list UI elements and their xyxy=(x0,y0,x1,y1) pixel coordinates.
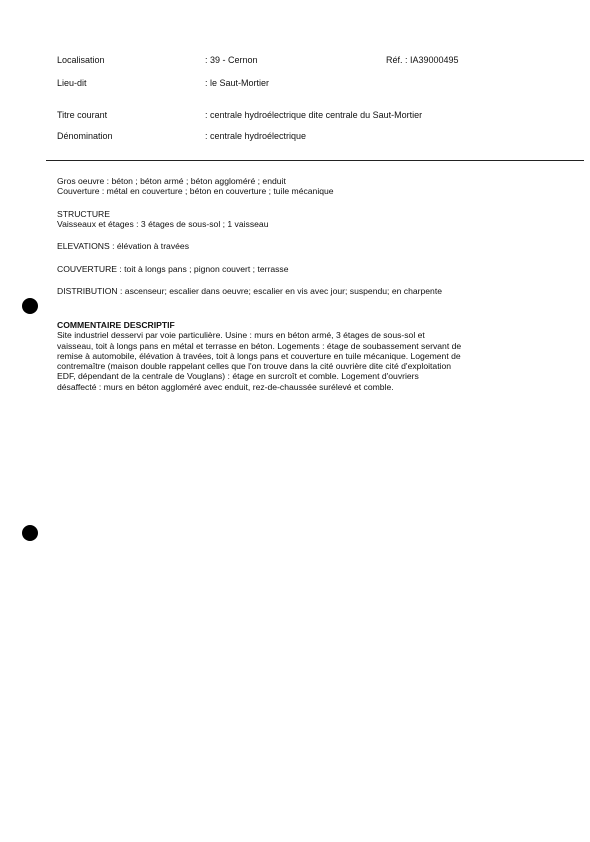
reference-number: Réf. : IA39000495 xyxy=(386,55,459,65)
elevations-line: ELEVATIONS : élévation à travées xyxy=(57,241,189,251)
localisation-label: Localisation xyxy=(57,55,105,65)
commentaire-block xyxy=(57,320,534,392)
commentaire-line: Site industriel desservi par voie particulière. Usine : murs en béton armé, 3 étages de sous-sol et xyxy=(57,330,425,341)
denomination-label: Dénomination xyxy=(57,131,113,141)
denomination-value: : centrale hydroélectrique xyxy=(205,131,307,141)
header-divider xyxy=(46,160,584,161)
couverture-line: COUVERTURE : toit à longs pans ; pignon couvert ; terrasse xyxy=(57,264,289,274)
commentaire-heading: COMMENTAIRE DESCRIPTIF xyxy=(57,320,175,330)
commentaire-line: contremaître (maison double rappelant celles que l'on trouve dans la cité ouvrière dite cité d'exploitation xyxy=(57,361,452,372)
commentaire-line: désaffecté : murs en béton aggloméré avec enduit, rez-de-chaussée surélevé et comble. xyxy=(57,381,394,392)
commentaire-line: remise à automobile, élévation à travées, toit à longs pans et couverture en tuile mécanique. Logement de xyxy=(57,350,461,361)
punch-hole-top xyxy=(22,298,38,314)
titre-courant-value: : centrale hydroélectrique dite centrale du Saut-Mortier xyxy=(205,110,423,120)
structure-text: Vaisseaux et étages : 3 étages de sous-sol ; 1 vaisseau xyxy=(57,219,269,230)
titre-courant-label: Titre courant xyxy=(57,110,108,120)
lieu-dit-label: Lieu-dit xyxy=(57,78,87,88)
structure-block xyxy=(57,209,534,230)
materials-block xyxy=(57,176,534,197)
punch-hole-bottom xyxy=(22,525,38,541)
structure-heading: STRUCTURE xyxy=(57,209,110,219)
distribution-line: DISTRIBUTION : ascenseur; escalier dans oeuvre; escalier en vis avec jour; suspendu; en charpente xyxy=(57,286,442,296)
commentaire-line: EDF, dépendant de la centrale de Vouglans) : étage en surcroît et comble. Logement d'ouvriers xyxy=(57,371,419,382)
commentaire-line: vaisseau, toit à longs pans en métal et terrasse en béton. Logements : étage de soubassement servant de xyxy=(57,340,462,351)
lieu-dit-value: : le Saut-Mortier xyxy=(205,78,270,88)
localisation-value: : 39 - Cernon xyxy=(205,55,258,65)
gros-oeuvre-line: Gros oeuvre : béton ; béton armé ; béton aggloméré ; enduit xyxy=(57,176,286,186)
couverture-materials-line: Couverture : métal en couverture ; béton en couverture ; tuile mécanique xyxy=(57,186,334,197)
